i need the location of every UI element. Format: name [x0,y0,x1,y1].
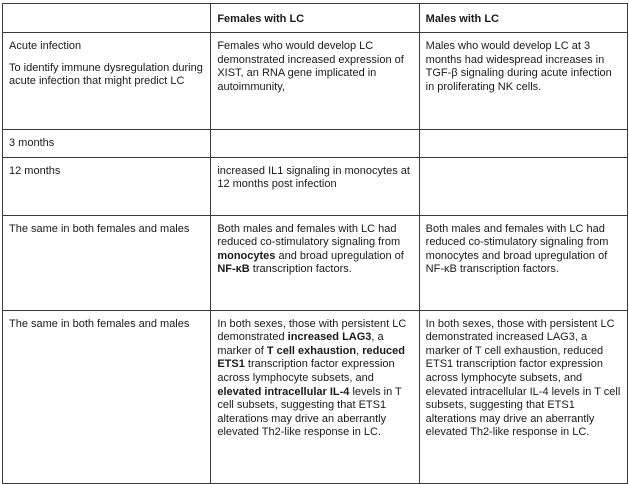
text-run: , [356,344,363,357]
males-cell: Both males and females with LC had reduced co-stimulatory signaling from monocytes and broad upregulation of NF-κB transcription factors. [419,215,627,310]
males-cell: Males who would develop LC at 3 months had widespread increases in TGF-β signaling during acute infection in proliferating NK cells. [419,33,627,130]
text-run: Both males and females with LC had reduced co-stimulatory signaling from [217,222,401,249]
row-label-cell: 3 months [3,130,211,158]
table-row [3,310,628,483]
row-label: Acute infection [9,40,82,52]
text-run: and broad upregulation of [275,249,404,262]
females-cell [211,310,419,483]
row-label-cell: The same in both females and males [3,215,211,310]
row-label-cell [3,33,211,130]
text-run: transcription factor expression across lymphocyte subsets, and [217,358,395,384]
females-cell [211,215,419,310]
bold-run: monocytes [217,249,276,262]
row-label-cell: 12 months [3,157,211,215]
table-header-row [3,4,628,33]
table-row [3,130,628,158]
table-row [3,157,628,215]
text-run: , a marker of [217,331,384,357]
females-cell: Females who would develop LC demonstrated increased expression of XIST, an RNA gene implicated in autoimmunity, [211,33,419,130]
bold-run: NF-κB [217,263,250,276]
bold-run: elevated intracellular IL-4 [217,385,350,398]
comparison-table [2,3,628,484]
text-run: In both sexes, those with persistent LC demonstrated [217,317,407,344]
header-cell-empty [3,4,211,33]
header-cell-males: Males with LC [419,4,627,33]
row-label-note: To identify immune dysregulation during acute infection that might predict LC [9,61,203,88]
bold-run: increased LAG3 [287,331,372,344]
table-row [3,215,628,310]
bold-run: T cell exhaustion [266,344,357,357]
males-cell [419,130,627,158]
text-run: transcription factors. [249,263,352,276]
text-run: levels in T cell subsets, suggesting that ETS1 alterations may drive an aberrantly elevated Th2-like response in LC. [217,385,402,439]
row-label-cell: The same in both females and males [3,310,211,483]
table-row [3,33,628,130]
males-cell: In both sexes, those with persistent LC demonstrated increased LAG3, a marker of T cell exhaustion, reduced ETS1 transcription factor expression across lymphocyte subsets, and elevated intracellular IL-4 levels in T cell subsets, suggesting that ETS1 alterations may drive an aberrantly elevated Th2-like response in LC. [419,310,627,483]
bold-run: reduced ETS1 [217,344,406,371]
header-cell-females: Females with LC [211,4,419,33]
females-cell: increased IL1 signaling in monocytes at 12 months post infection [211,157,419,215]
females-cell [211,130,419,158]
males-cell [419,157,627,215]
